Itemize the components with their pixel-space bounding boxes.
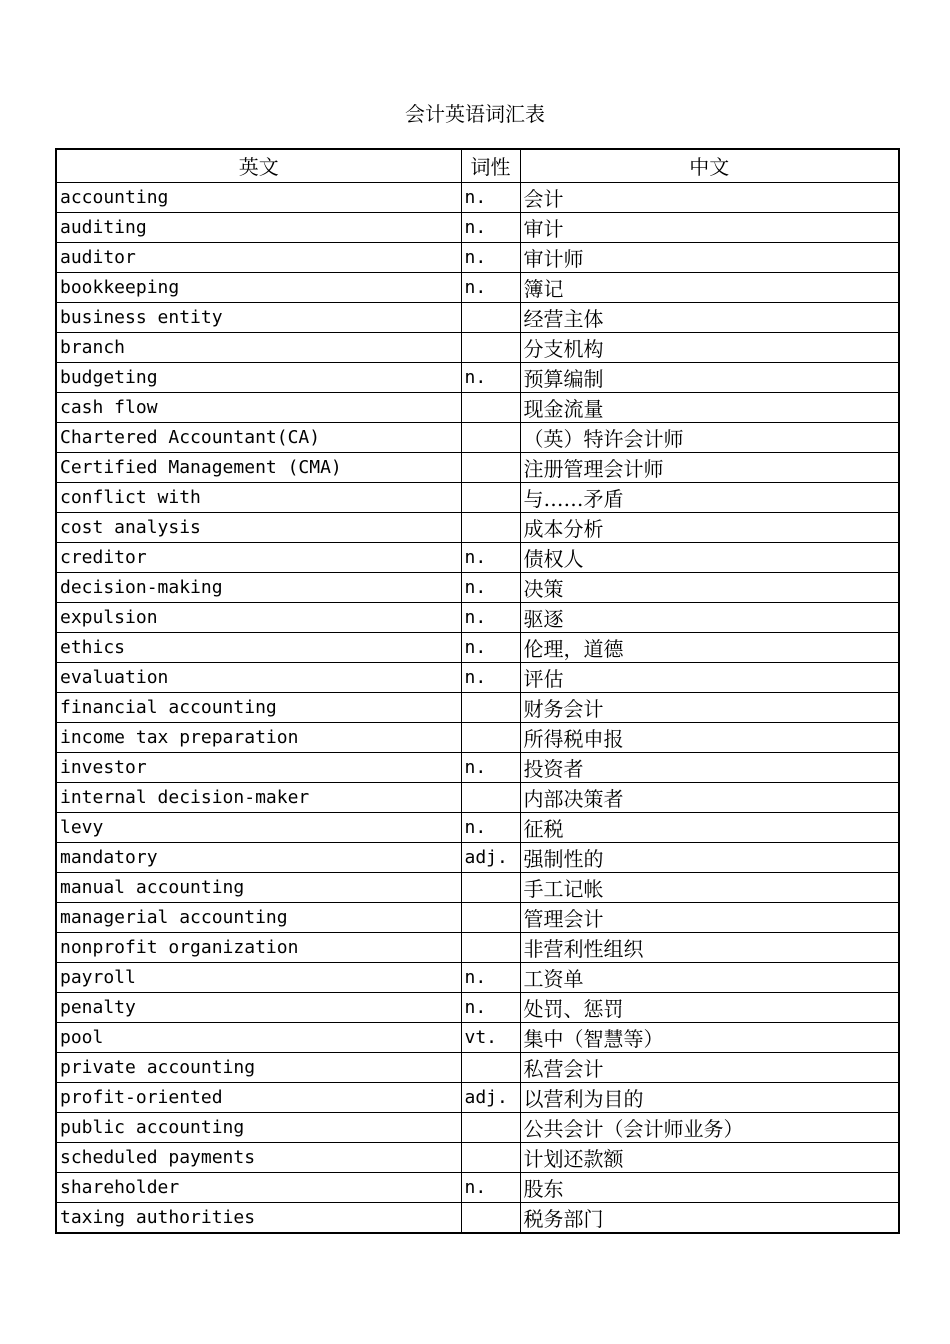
english-term-cell: conflict with [56,482,461,512]
english-term-cell: internal decision-maker [56,782,461,812]
chinese-term-cell: 现金流量 [520,392,899,422]
english-term-cell: budgeting [56,362,461,392]
english-term-cell: accounting [56,182,461,212]
part-of-speech-cell [461,332,520,362]
table-row [56,1052,899,1082]
chinese-term-cell: 债权人 [520,542,899,572]
english-term-cell: investor [56,752,461,782]
chinese-term-cell: 股东 [520,1172,899,1202]
chinese-term-cell: 集中（智慧等） [520,1022,899,1052]
page-title: 会计英语词汇表 [405,102,545,126]
chinese-term-cell: 评估 [520,662,899,692]
english-term-cell: shareholder [56,1172,461,1202]
part-of-speech-cell: n. [461,182,520,212]
chinese-term-cell: 审计 [520,212,899,242]
chinese-term-cell: 决策 [520,572,899,602]
part-of-speech-cell: adj. [461,1082,520,1112]
chinese-term-cell: 成本分析 [520,512,899,542]
table-row [56,212,899,242]
chinese-term-cell: 计划还款额 [520,1142,899,1172]
part-of-speech-cell: n. [461,992,520,1022]
table-row [56,632,899,662]
part-of-speech-cell: n. [461,542,520,572]
part-of-speech-cell: n. [461,272,520,302]
table-row [56,512,899,542]
english-term-cell: evaluation [56,662,461,692]
english-term-cell: private accounting [56,1052,461,1082]
part-of-speech-cell [461,302,520,332]
chinese-term-cell: 与……矛盾 [520,482,899,512]
table-row [56,602,899,632]
english-term-cell: scheduled payments [56,1142,461,1172]
table-row [56,812,899,842]
english-term-cell: Chartered Accountant(CA) [56,422,461,452]
part-of-speech-cell: n. [461,212,520,242]
table-row [56,1202,899,1233]
english-term-cell: decision-making [56,572,461,602]
table-row [56,1172,899,1202]
part-of-speech-cell: vt. [461,1022,520,1052]
english-term-cell: profit-oriented [56,1082,461,1112]
part-of-speech-cell [461,932,520,962]
chinese-term-cell: 以营利为目的 [520,1082,899,1112]
table-row [56,242,899,272]
part-of-speech-cell: n. [461,812,520,842]
table-row [56,302,899,332]
chinese-term-cell: 簿记 [520,272,899,302]
english-term-cell: branch [56,332,461,362]
part-of-speech-cell: n. [461,242,520,272]
table-header-row [56,149,899,182]
chinese-term-cell: 处罚、惩罚 [520,992,899,1022]
table-body [56,182,899,1233]
part-of-speech-cell [461,722,520,752]
table-row [56,572,899,602]
chinese-term-cell: 内部决策者 [520,782,899,812]
column-header-english: 英文 [56,149,461,182]
chinese-term-cell: 公共会计（会计师业务） [520,1112,899,1142]
vocabulary-table [55,148,900,1234]
table-row [56,992,899,1022]
table-row [56,962,899,992]
english-term-cell: pool [56,1022,461,1052]
table-row [56,542,899,572]
table-row [56,692,899,722]
chinese-term-cell: 征税 [520,812,899,842]
chinese-term-cell: 非营利性组织 [520,932,899,962]
table-row [56,332,899,362]
table-row [56,422,899,452]
part-of-speech-cell [461,422,520,452]
chinese-term-cell: 财务会计 [520,692,899,722]
part-of-speech-cell: n. [461,572,520,602]
chinese-term-cell: 私营会计 [520,1052,899,1082]
english-term-cell: business entity [56,302,461,332]
chinese-term-cell: 会计 [520,182,899,212]
part-of-speech-cell [461,392,520,422]
table-row [56,1112,899,1142]
chinese-term-cell: 强制性的 [520,842,899,872]
english-term-cell: ethics [56,632,461,662]
english-term-cell: Certified Management (CMA) [56,452,461,482]
table-row [56,842,899,872]
english-term-cell: financial accounting [56,692,461,722]
part-of-speech-cell [461,902,520,932]
english-term-cell: bookkeeping [56,272,461,302]
chinese-term-cell: 分支机构 [520,332,899,362]
english-term-cell: penalty [56,992,461,1022]
table-row [56,782,899,812]
english-term-cell: levy [56,812,461,842]
table-row [56,1022,899,1052]
english-term-cell: taxing authorities [56,1202,461,1233]
part-of-speech-cell: n. [461,602,520,632]
chinese-term-cell: （英）特许会计师 [520,422,899,452]
chinese-term-cell: 投资者 [520,752,899,782]
english-term-cell: auditor [56,242,461,272]
part-of-speech-cell [461,1202,520,1233]
part-of-speech-cell [461,512,520,542]
part-of-speech-cell [461,872,520,902]
english-term-cell: mandatory [56,842,461,872]
table-row [56,362,899,392]
chinese-term-cell: 所得税申报 [520,722,899,752]
table-row [56,902,899,932]
part-of-speech-cell: adj. [461,842,520,872]
chinese-term-cell: 税务部门 [520,1202,899,1233]
part-of-speech-cell: n. [461,962,520,992]
english-term-cell: payroll [56,962,461,992]
english-term-cell: public accounting [56,1112,461,1142]
chinese-term-cell: 手工记帐 [520,872,899,902]
english-term-cell: auditing [56,212,461,242]
table-row [56,752,899,782]
part-of-speech-cell: n. [461,632,520,662]
table-row [56,662,899,692]
table-row [56,1082,899,1112]
chinese-term-cell: 工资单 [520,962,899,992]
chinese-term-cell: 管理会计 [520,902,899,932]
part-of-speech-cell [461,482,520,512]
part-of-speech-cell: n. [461,752,520,782]
english-term-cell: creditor [56,542,461,572]
english-term-cell: expulsion [56,602,461,632]
part-of-speech-cell [461,1052,520,1082]
chinese-term-cell: 审计师 [520,242,899,272]
table-row [56,482,899,512]
table-row [56,392,899,422]
chinese-term-cell: 注册管理会计师 [520,452,899,482]
chinese-term-cell: 经营主体 [520,302,899,332]
english-term-cell: nonprofit organization [56,932,461,962]
table-row [56,182,899,212]
part-of-speech-cell: n. [461,662,520,692]
part-of-speech-cell [461,452,520,482]
part-of-speech-cell [461,692,520,722]
chinese-term-cell: 驱逐 [520,602,899,632]
english-term-cell: cash flow [56,392,461,422]
column-header-part-of-speech: 词性 [461,149,520,182]
table-row [56,722,899,752]
table-row [56,872,899,902]
table-row [56,1142,899,1172]
part-of-speech-cell [461,1142,520,1172]
table-row [56,272,899,302]
part-of-speech-cell: n. [461,1172,520,1202]
english-term-cell: managerial accounting [56,902,461,932]
chinese-term-cell: 伦理，道德 [520,632,899,662]
table-row [56,932,899,962]
part-of-speech-cell [461,782,520,812]
english-term-cell: manual accounting [56,872,461,902]
part-of-speech-cell [461,1112,520,1142]
english-term-cell: cost analysis [56,512,461,542]
english-term-cell: income tax preparation [56,722,461,752]
chinese-term-cell: 预算编制 [520,362,899,392]
table-row [56,452,899,482]
column-header-chinese: 中文 [520,149,899,182]
part-of-speech-cell: n. [461,362,520,392]
